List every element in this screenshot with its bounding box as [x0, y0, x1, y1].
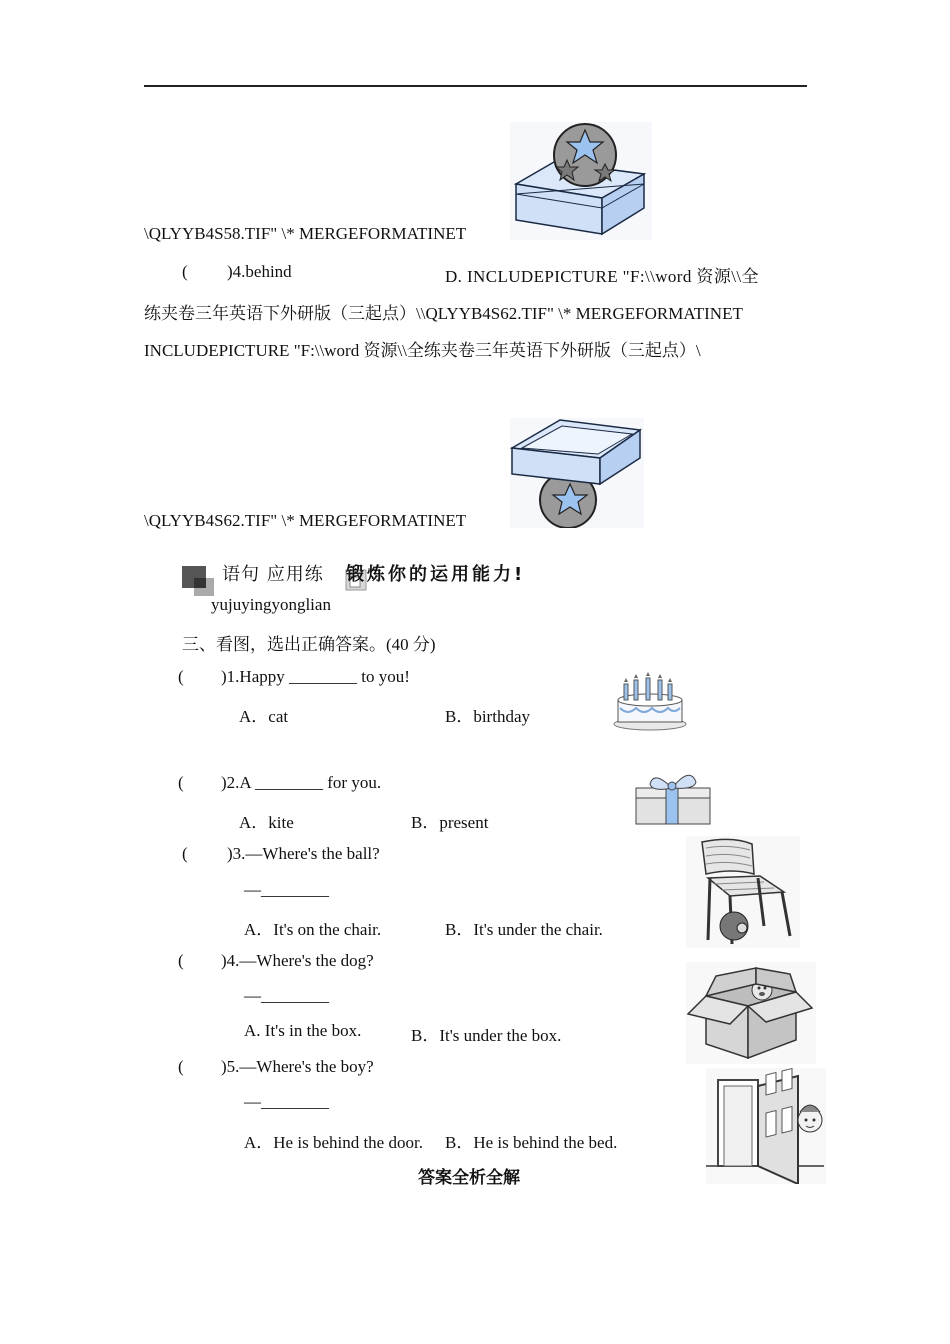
q2-stem: )2.A ________ for you. — [221, 773, 382, 792]
gift-box-image — [634, 766, 712, 828]
q3-answer-line[interactable]: —________ — [244, 880, 329, 899]
birthday-cake-image — [612, 668, 688, 732]
q4-paren[interactable]: ( — [178, 951, 184, 970]
include-text-line-5: \QLYYB4S62.TIF" \* MERGEFORMATINET — [144, 511, 467, 530]
dog-in-box-image — [686, 962, 816, 1064]
q4-open-paren[interactable]: ( — [182, 262, 188, 281]
boy-behind-door-image — [706, 1068, 826, 1184]
q5-option-b[interactable]: B．He is behind the bed. — [445, 1133, 618, 1152]
ball-under-chair-image — [686, 836, 800, 948]
header-rule — [144, 85, 807, 87]
q2-option-a[interactable]: A．kite — [239, 813, 294, 832]
q3-option-a[interactable]: A．It's on the chair. — [244, 920, 382, 939]
q4-behind-label: )4.behind — [227, 262, 292, 281]
q4-stem: )4.—Where's the dog? — [221, 951, 374, 970]
include-text-line-1: \QLYYB4S58.TIF" \* MERGEFORMATINET — [144, 224, 467, 243]
q4-answer-line[interactable]: —________ — [244, 986, 329, 1005]
q5-stem: )5.—Where's the boy? — [221, 1057, 374, 1076]
q2-option-b[interactable]: B．present — [411, 813, 489, 832]
q3-paren[interactable]: ( — [182, 844, 188, 863]
part3-instruction: 三、看图，选出正确答案。(40 分) — [182, 635, 436, 654]
q1-option-b[interactable]: B．birthday — [445, 707, 530, 726]
answer-analysis-title: 答案全析全解 — [418, 1168, 520, 1188]
section-banner-title: 语句 应用练 — [222, 564, 324, 585]
ball-under-box-image — [510, 418, 644, 528]
q5-answer-line[interactable]: —________ — [244, 1092, 329, 1111]
q3-option-b[interactable]: B．It's under the chair. — [445, 920, 603, 939]
q1-paren[interactable]: ( — [178, 667, 184, 686]
q1-option-a[interactable]: A．cat — [239, 707, 289, 726]
q5-paren[interactable]: ( — [178, 1057, 184, 1076]
section-banner-icon — [182, 566, 216, 598]
q1-stem: )1.Happy ________ to you! — [221, 667, 410, 686]
q4-option-d: D. INCLUDEPICTURE "F:\\word 资源\\全 — [445, 267, 759, 286]
section-banner-slogan: 锻炼你的运用能力! — [346, 564, 526, 585]
q3-stem: )3.—Where's the ball? — [227, 844, 380, 863]
q2-paren[interactable]: ( — [178, 773, 184, 792]
ball-on-box-image — [510, 122, 652, 240]
q4-option-b[interactable]: B．It's under the box. — [411, 1026, 562, 1045]
include-text-line-4: INCLUDEPICTURE "F:\\word 资源\\全练夹卷三年英语下外研版（三起点）\ — [144, 341, 701, 360]
include-text-line-3: 练夹卷三年英语下外研版（三起点）\\QLYYB4S62.TIF" \* MERGEFORMATINET — [144, 304, 743, 323]
q4-option-a[interactable]: A. It's in the box. — [244, 1021, 362, 1040]
section-banner-pinyin: yujuyingyonglian — [211, 595, 331, 614]
q5-option-a[interactable]: A．He is behind the door. — [244, 1133, 423, 1152]
